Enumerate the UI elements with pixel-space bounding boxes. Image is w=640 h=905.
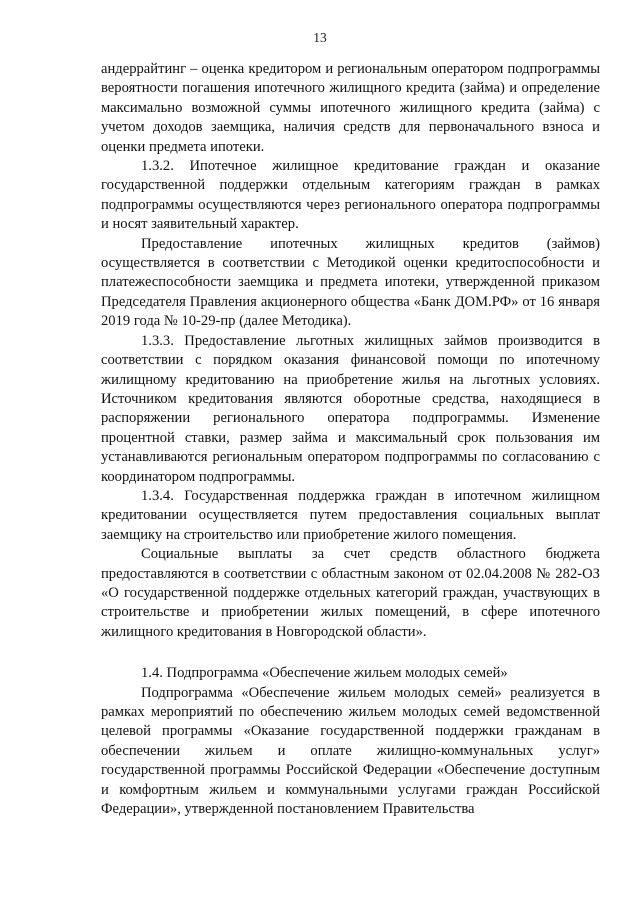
- page-number: 13: [313, 30, 327, 45]
- paragraph-1-3-2: 1.3.2. Ипотечное жилищное кредитование граждан и оказание государственной поддержки отдельным категориям граждан в рамках подпрограммы осуществляются через регионального оператора подпрограммы и носят заявительный характер.: [101, 158, 600, 233]
- paragraph-1-3-3: 1.3.3. Предоставление льготных жилищных займов производится в соответствии с порядком оказания финансовой помощи по ипотечному жилищному кредитованию на приобретение жилья на льготных условиях. Источником кредитования являются оборотные средства, находящиеся в распоряжении регионального оператора подпрограммы. Изменение процентной ставки, размер займа и максимальный срок пользования им устанавливаются региональным оператором подпрограммы по согласованию с координатором подпрограммы.: [101, 332, 600, 485]
- paragraph-social-payments: Социальные выплаты за счет средств областного бюджета предоставляются в соответствии с областным законом от 02.04.2008 № 282-ОЗ «О государственной поддержке отдельных категорий граждан, участвующих в строительстве и приобретении жилых помещений, в сфере ипотечного жилищного кредитования в Новгородской области».: [101, 546, 600, 640]
- paragraph-1-3-4: 1.3.4. Государственная поддержка граждан в ипотечном жилищном кредитовании осуществляется путем предоставления социальных выплат заемщику на строительство или приобретение жилого помещения.: [101, 487, 600, 543]
- paragraph-methodology: Предоставление ипотечных жилищных кредитов (займов) осуществляется в соответствии с Методикой оценки кредитоспособности и платежеспособности заемщика и предмета ипотеки, утвержденной приказом Председателя Правления акционерного общества «Банк ДОМ.РФ» от 16 января 2019 года № 10-29-пр (далее Методика).: [101, 235, 600, 330]
- section-heading-1-4: 1.4. Подпрограмма «Обеспечение жильем молодых семей»: [141, 665, 508, 682]
- paragraph-young-families: Подпрограмма «Обеспечение жильем молодых семей» реализуется в рамках мероприятий по обеспечению жильем молодых семей ведомственной целевой программы «Оказание государственной поддержки гражданам в обеспечении жильем и оплате жилищно-коммунальных услуг» государственной программы Российской Федерации «Обеспечение доступным и комфортным жильем и коммунальными услугами граждан Российской Федерации», утвержденной постановлением Правительства: [101, 684, 600, 818]
- paragraph-underwriting-definition: андеррайтинг – оценка кредитором и региональным оператором подпрограммы вероятности погашения ипотечного жилищного кредита (займа) и определение максимально возможной суммы ипотечного жилищного кредита (займа) с учетом доходов заемщика, наличия средств для первоначального взноса и оценки предмета ипотеки.: [101, 61, 600, 155]
- document-body: [101, 60, 600, 819]
